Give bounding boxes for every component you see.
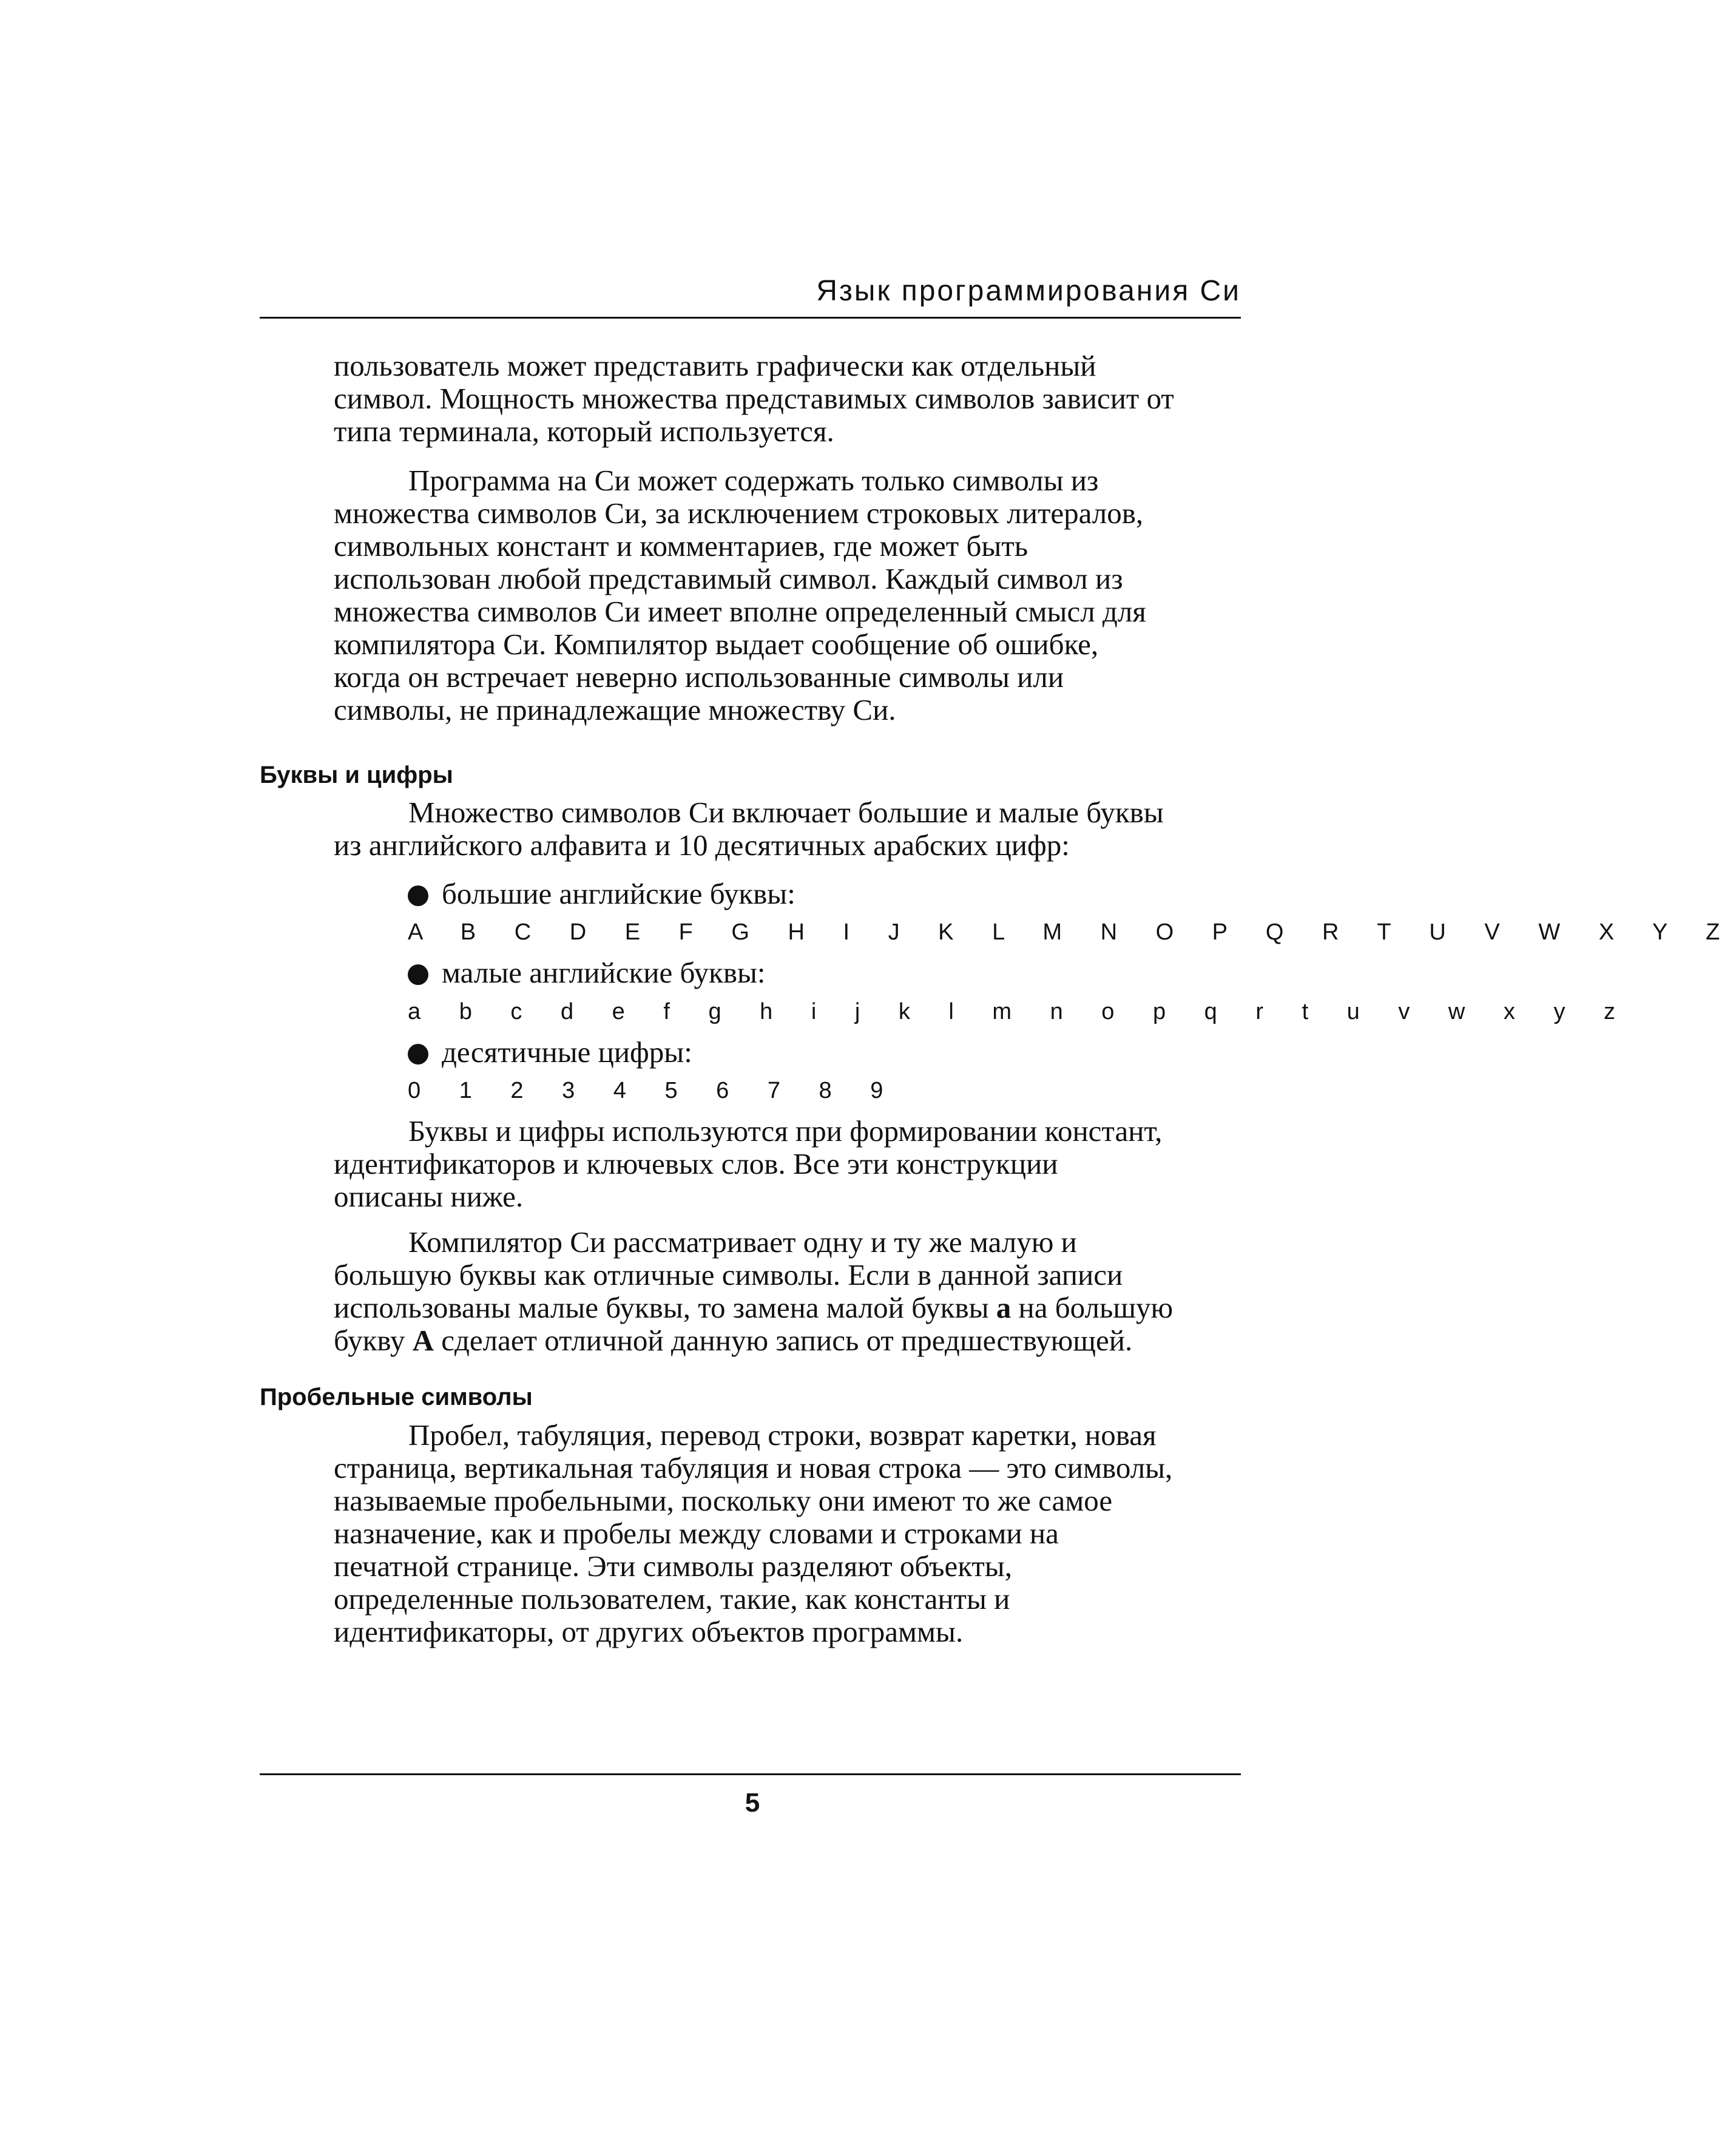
section-heading-letters-digits: Буквы и цифры <box>260 762 453 788</box>
paragraph-line: когда он встречает неверно использованные символы или <box>334 660 1064 694</box>
paragraph-4 <box>334 1115 1241 1213</box>
paragraph-line: Множество символов Си включает большие и малые буквы <box>408 796 1164 829</box>
bullet-dot-icon <box>408 885 428 906</box>
bullet-lowercase <box>408 956 766 989</box>
paragraph-6 <box>334 1419 1241 1648</box>
paragraph-line: описаны ниже. <box>334 1180 524 1213</box>
paragraph-line: назначение, как и пробелы между словами и строками на <box>334 1517 1059 1550</box>
decimal-digits: 0 1 2 3 4 5 6 7 8 9 <box>408 1078 899 1103</box>
bullet-uppercase <box>408 878 795 910</box>
paragraph-line: называемые пробельными, поскольку они имеют то же самое <box>334 1484 1113 1517</box>
section-heading-whitespace: Пробельные символы <box>260 1384 533 1410</box>
bullet-dot-icon <box>408 1044 428 1064</box>
running-header: Язык программирования Си <box>816 275 1241 307</box>
paragraph-line: Программа на Си может содержать только символы из <box>408 464 1099 497</box>
paragraph-line: идентификаторы, от других объектов программы. <box>334 1615 964 1648</box>
paragraph-line: символы, не принадлежащие множеству Си. <box>334 693 896 726</box>
paragraph-5 <box>334 1226 1241 1357</box>
bold-letter-a: a <box>996 1291 1012 1324</box>
bullet-dot-icon <box>408 964 428 985</box>
paragraph-line: множества символов Си, за исключением строковых литералов, <box>334 496 1144 530</box>
paragraph-line: Компилятор Си рассматривает одну и ту же малую и <box>408 1225 1077 1259</box>
uppercase-letters: A B C D E F G H I J K L M N O P Q R T U V W X Y Z <box>408 919 1736 945</box>
text-run: сделает отличной данную запись от предшествующей. <box>433 1324 1133 1357</box>
bullet-label: большие английские буквы: <box>442 877 795 910</box>
paragraph-line: компилятора Си. Компилятор выдает сообщение об ошибке, <box>334 628 1099 661</box>
text-run: на большую <box>1011 1291 1174 1324</box>
paragraph-line: символьных констант и комментариев, где может быть <box>334 529 1028 563</box>
bullet-digits <box>408 1036 692 1069</box>
text-run: букву <box>334 1324 413 1357</box>
paragraph-2 <box>334 464 1241 726</box>
paragraph-line: из английского алфавита и 10 десятичных арабских цифр: <box>334 828 1070 862</box>
paragraph-line: определенные пользователем, такие, как константы и <box>334 1582 1010 1616</box>
header-rule <box>260 317 1241 319</box>
paragraph-line: символ. Мощность множества представимых символов зависит от <box>334 382 1174 415</box>
paragraph-line: множества символов Си имеет вполне определенный смысл для <box>334 595 1146 628</box>
bullet-label: малые английские буквы: <box>442 956 766 989</box>
lowercase-letters: a b c d e f g h i j k l m n o p q r t u v w x y z <box>408 999 1632 1024</box>
paragraph-line: большую буквы как отличные символы. Если в данной записи <box>334 1258 1123 1291</box>
footer-rule <box>260 1773 1241 1775</box>
page-number: 5 <box>745 1788 760 1818</box>
paragraph-line: идентификаторов и ключевых слов. Все эти конструкции <box>334 1147 1058 1180</box>
paragraph-line: использован любой представимый символ. Каждый символ из <box>334 562 1123 595</box>
paragraph-line: Пробел, табуляция, перевод строки, возврат каретки, новая <box>408 1418 1157 1452</box>
paragraph-3 <box>334 796 1241 862</box>
bold-letter-A: A <box>412 1324 434 1357</box>
paragraph-line: типа терминала, который используется. <box>334 415 834 448</box>
paragraph-line: Буквы и цифры используются при формировании констант, <box>408 1114 1163 1148</box>
paragraph-line: пользователь может представить графически как отдельный <box>334 349 1096 382</box>
paragraph-line <box>334 1291 1241 1324</box>
paragraph-line: печатной странице. Эти символы разделяют объекты, <box>334 1549 1012 1583</box>
text-run: использованы малые буквы, то замена малой буквы <box>334 1291 996 1324</box>
paragraph-1 <box>334 350 1241 448</box>
bullet-label: десятичные цифры: <box>442 1035 692 1069</box>
paragraph-line: страница, вертикальная табуляция и новая строка — это символы, <box>334 1451 1173 1484</box>
paragraph-line <box>334 1324 1241 1357</box>
